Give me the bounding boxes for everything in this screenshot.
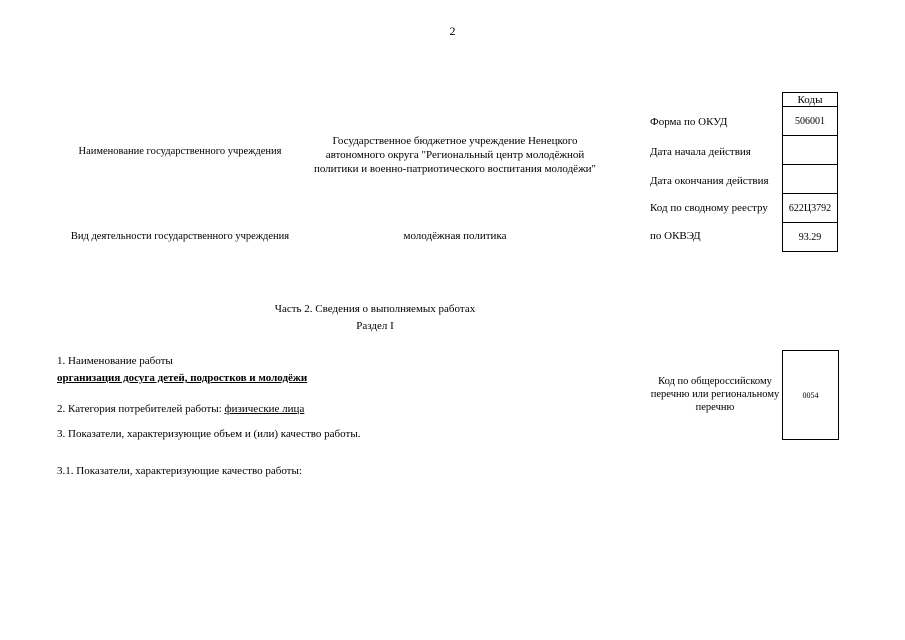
institution-label: Наименование государственного учреждения xyxy=(78,146,282,157)
institution-name: Государственное бюджетное учреждение Ненецкого автономного округа "Региональный центр молодёжной политики и военно-патриотического воспитания молодёжи" xyxy=(313,135,597,175)
quality-indicators-heading: 3.1. Показатели, характеризующие качество работы: xyxy=(57,465,302,477)
codes-table xyxy=(782,92,838,252)
codes-label-registry: Код по сводному реестру xyxy=(650,202,768,214)
consumer-category xyxy=(57,402,304,416)
code-okved: 93.29 xyxy=(783,223,838,252)
code-end-date xyxy=(783,165,838,194)
work-name-value: организация досуга детей, подростков и молодёжи xyxy=(57,372,308,384)
consumer-category-label: 2. Категория потребителей работы: xyxy=(57,403,225,415)
codes-label-okud: Форма по ОКУД xyxy=(650,116,728,128)
activity-value: молодёжная политика xyxy=(403,230,507,242)
codes-header: Коды xyxy=(783,93,838,107)
code-registry: 622Ц3792 xyxy=(783,194,838,223)
section-title: Раздел I xyxy=(356,320,394,332)
activity-label: Вид деятельности государственного учреждения xyxy=(70,231,290,242)
codes-label-end-date: Дата окончания действия xyxy=(650,175,769,187)
registry-label: Код по общероссийскому перечню или региональному перечню xyxy=(650,376,780,413)
code-okud: 506001 xyxy=(783,107,838,136)
page-number: 2 xyxy=(449,24,456,38)
registry-code: 0054 xyxy=(802,390,819,400)
codes-label-start-date: Дата начала действия xyxy=(650,146,751,158)
indicators-heading: 3. Показатели, характеризующие объем и (или) качество работы. xyxy=(57,428,361,440)
registry-code-box xyxy=(782,350,839,440)
codes-label-okved: по ОКВЭД xyxy=(650,230,701,242)
work-name-label: 1. Наименование работы xyxy=(57,355,173,367)
consumer-category-value: физические лица xyxy=(224,403,305,415)
part-title: Часть 2. Сведения о выполняемых работах xyxy=(274,303,476,315)
code-start-date xyxy=(783,136,838,165)
